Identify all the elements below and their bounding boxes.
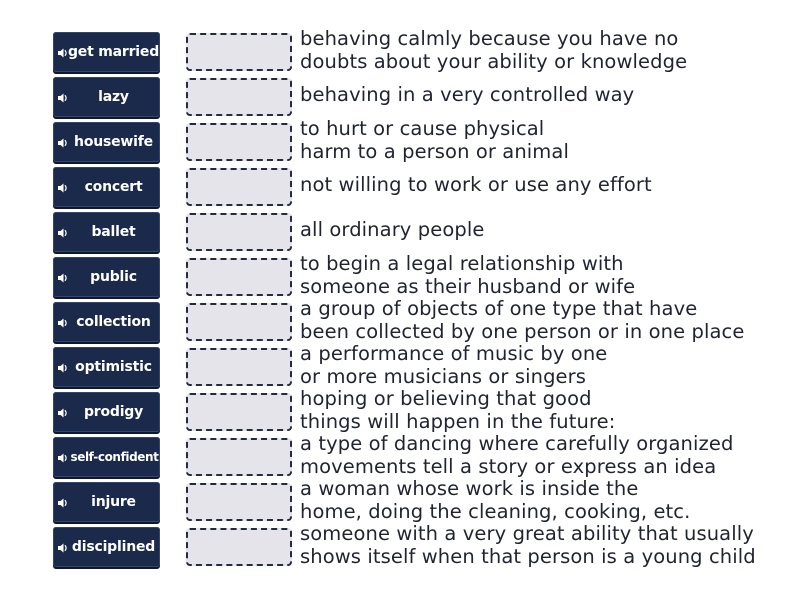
- definition-text: to begin a legal relationship with someone as their husband or wife: [300, 252, 636, 298]
- word-label: lazy: [98, 89, 129, 105]
- word-label: public: [90, 269, 137, 285]
- definition-text: to hurt or cause physical harm to a person or animal: [300, 117, 569, 163]
- word-tile[interactable]: [53, 212, 160, 252]
- drop-slot[interactable]: [186, 303, 292, 341]
- word-tile[interactable]: [53, 482, 160, 522]
- definition-text: hoping or believing that good things will happen in the future:: [300, 387, 616, 433]
- word-tile[interactable]: [53, 527, 160, 567]
- word-tile[interactable]: [53, 437, 160, 477]
- word-label: injure: [91, 494, 136, 510]
- speaker-icon[interactable]: [57, 495, 69, 509]
- word-tile[interactable]: [53, 122, 160, 162]
- definition-text: a type of dancing where carefully organized movements tell a story or express an idea: [300, 432, 734, 478]
- speaker-icon[interactable]: [57, 180, 69, 194]
- definition-text: a group of objects of one type that have been collected by one person or in one place: [300, 297, 745, 343]
- drop-slot[interactable]: [186, 258, 292, 296]
- word-tile[interactable]: [53, 257, 160, 297]
- definition-text: all ordinary people: [300, 218, 485, 241]
- definition-text: behaving in a very controlled way: [300, 83, 635, 106]
- word-label: concert: [84, 179, 143, 195]
- word-label: optimistic: [75, 359, 152, 375]
- speaker-icon[interactable]: [57, 360, 69, 374]
- speaker-icon[interactable]: [57, 315, 69, 329]
- definition-text: not willing to work or use any effort: [300, 173, 652, 196]
- drop-slot[interactable]: [186, 438, 292, 476]
- word-tile[interactable]: [53, 302, 160, 342]
- drop-slot[interactable]: [186, 348, 292, 386]
- speaker-icon[interactable]: [57, 270, 69, 284]
- word-tile[interactable]: [53, 392, 160, 432]
- word-label: get married: [67, 44, 160, 60]
- speaker-icon[interactable]: [57, 90, 69, 104]
- word-label: self-confident: [70, 450, 159, 464]
- speaker-icon[interactable]: [57, 45, 69, 59]
- speaker-icon[interactable]: [57, 450, 69, 464]
- definition-text: behaving calmly because you have no doubts about your ability or knowledge: [300, 27, 688, 73]
- word-tile[interactable]: [53, 77, 160, 117]
- drop-slot[interactable]: [186, 78, 292, 116]
- definition-text: someone with a very great ability that usually shows itself when that person is a young child: [300, 522, 756, 568]
- speaker-icon[interactable]: [57, 225, 69, 239]
- word-label: ballet: [91, 224, 136, 240]
- word-label: prodigy: [83, 404, 144, 420]
- word-tile[interactable]: [53, 347, 160, 387]
- drop-slot[interactable]: [186, 528, 292, 566]
- drop-slot[interactable]: [186, 168, 292, 206]
- word-label: collection: [76, 314, 151, 330]
- definition-text: a performance of music by one or more musicians or singers: [300, 342, 608, 388]
- speaker-icon[interactable]: [57, 135, 69, 149]
- drop-slot[interactable]: [186, 393, 292, 431]
- word-tile[interactable]: [53, 167, 160, 207]
- word-label: disciplined: [71, 539, 156, 555]
- drop-slot[interactable]: [186, 213, 292, 251]
- word-tile[interactable]: [53, 32, 160, 72]
- drop-slot[interactable]: [186, 33, 292, 71]
- definition-text: a woman whose work is inside the home, doing the cleaning, cooking, etc.: [300, 477, 691, 523]
- speaker-icon[interactable]: [57, 405, 69, 419]
- speaker-icon[interactable]: [57, 540, 69, 554]
- drop-slot[interactable]: [186, 483, 292, 521]
- word-label: housewife: [74, 134, 153, 150]
- drop-slot[interactable]: [186, 123, 292, 161]
